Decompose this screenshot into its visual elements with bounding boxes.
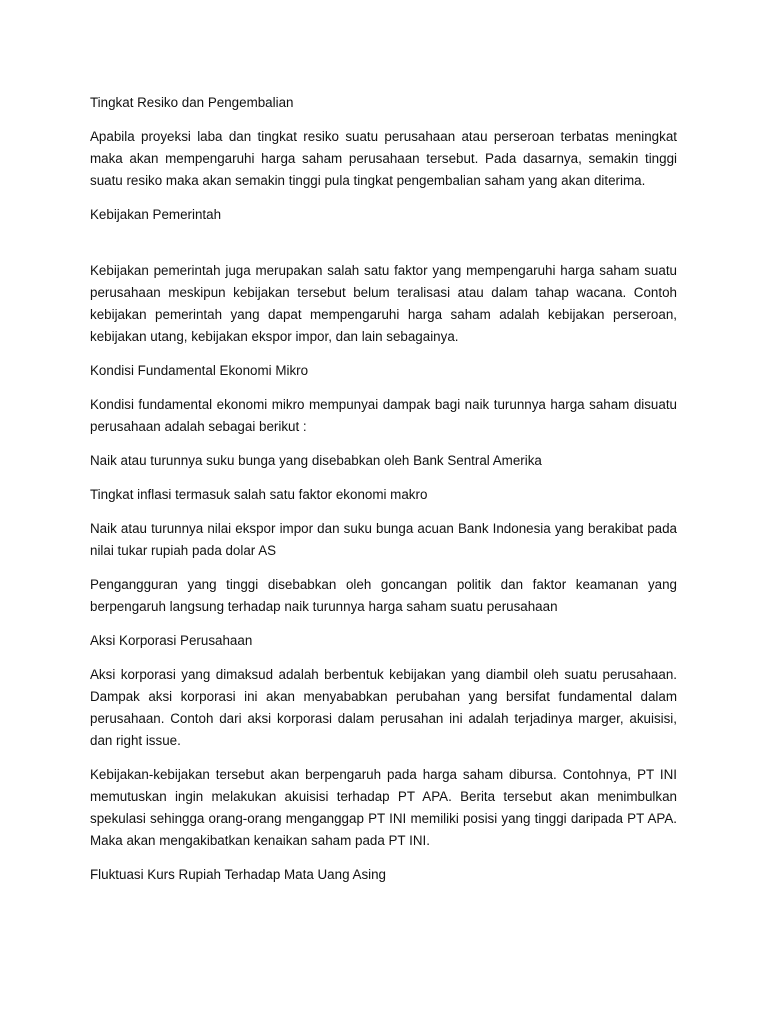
paragraph-pengangguran: Pengangguran yang tinggi disebabkan oleh goncangan politik dan faktor keamanan yang berpengaruh langsung terhadap naik turunnya harga saham suatu perusahaan: [90, 577, 677, 614]
document-body: [90, 92, 677, 898]
paragraph-kondisi-intro: Kondisi fundamental ekonomi mikro mempunyai dampak bagi naik turunnya harga saham disuatu perusahaan adalah sebagai berikut :: [90, 397, 677, 434]
paragraph-kebijakan-contoh: Kebijakan-kebijakan tersebut akan berpengaruh pada harga saham dibursa. Contohnya, PT INI memutuskan ingin melakukan akuisisi terhadap PT APA. Berita tersebut akan menimbulkan spekulasi sehingga orang-orang menganggap PT INI memiliki posisi yang tinggi daripada PT APA. Maka akan mengakibatkan kenaikan saham pada PT INI.: [90, 767, 677, 848]
heading-kondisi-fundamental: Kondisi Fundamental Ekonomi Mikro: [90, 363, 309, 378]
paragraph-tingkat-resiko: Apabila proyeksi laba dan tingkat resiko suatu perusahaan atau perseroan terbatas meningkat maka akan mempengaruhi harga saham perusahaan tersebut. Pada dasarnya, semakin tinggi suatu resiko maka akan semakin tinggi pula tingkat pengembalian saham yang akan diterima.: [90, 129, 677, 188]
paragraph-kebijakan-pemerintah: Kebijakan pemerintah juga merupakan salah satu faktor yang mempengaruhi harga saham suatu perusahaan meskipun kebijakan tersebut belum teralisasi atau dalam tahap wacana. Contoh kebijakan pemerintah yang dapat mempengaruhi harga saham adalah kebijakan perseroan, kebijakan utang, kebijakan ekspor impor, dan lain sebagainya.: [90, 263, 677, 344]
paragraph-ekspor-impor: Naik atau turunnya nilai ekspor impor dan suku bunga acuan Bank Indonesia yang berakibat pada nilai tukar rupiah pada dolar AS: [90, 521, 677, 558]
paragraph-inflasi: Tingkat inflasi termasuk salah satu faktor ekonomi makro: [90, 487, 428, 502]
heading-tingkat-resiko: Tingkat Resiko dan Pengembalian: [90, 95, 294, 110]
heading-kebijakan-pemerintah: Kebijakan Pemerintah: [90, 207, 222, 222]
heading-fluktuasi-kurs: Fluktuasi Kurs Rupiah Terhadap Mata Uang Asing: [90, 867, 387, 882]
paragraph-aksi-korporasi: Aksi korporasi yang dimaksud adalah berbentuk kebijakan yang diambil oleh suatu perusahaan. Dampak aksi korporasi ini akan menyababkan perubahan yang bersifat fundamental dalam perusahaan. Contoh dari aksi korporasi dalam perusahan ini adalah terjadinya marger, akuisisi, dan right issue.: [90, 667, 677, 748]
heading-aksi-korporasi: Aksi Korporasi Perusahaan: [90, 633, 253, 648]
paragraph-suku-bunga: Naik atau turunnya suku bunga yang disebabkan oleh Bank Sentral Amerika: [90, 453, 542, 468]
